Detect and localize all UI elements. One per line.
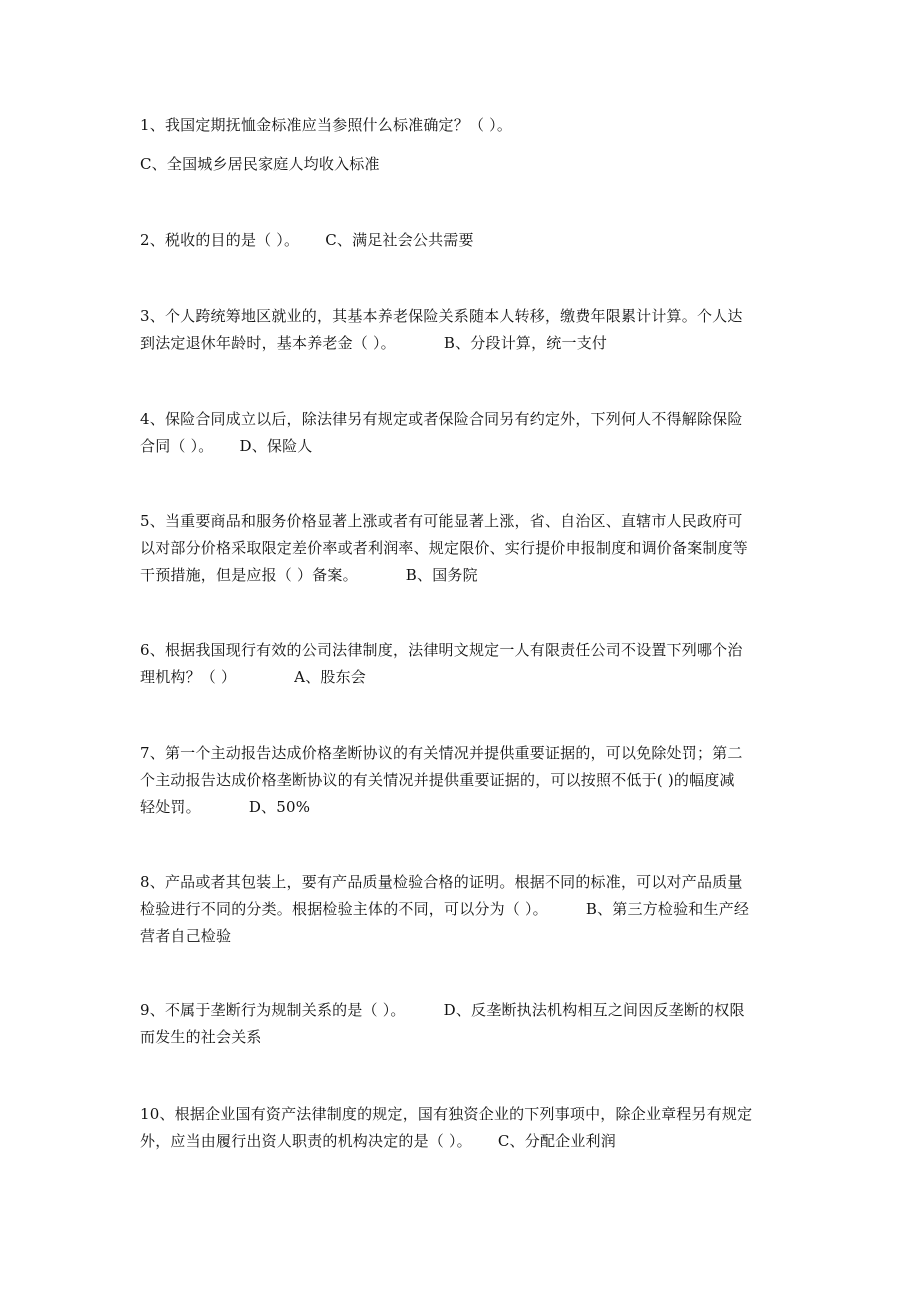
question-line (140, 330, 790, 357)
question-text: 9、不属于垄断行为规制关系的是（ ）。 (140, 1001, 406, 1019)
answer-text: C、满足社会公共需要 (325, 231, 474, 249)
question-text: 5、当重要商品和服务价格显著上涨或者有可能显著上涨，省、自治区、直辖市人民政府可 (140, 512, 743, 530)
question-text: 4、保险合同成立以后，除法律另有规定或者保险合同另有约定外，下列何人不得解除保险 (140, 410, 743, 428)
answer-text: 而发生的社会关系 (140, 1028, 262, 1046)
answer-text: C、全国城乡居民家庭人均收入标准 (140, 155, 380, 173)
question-1 (140, 112, 790, 178)
answer-text: B、第三方检验和生产经 (585, 900, 750, 918)
question-line (140, 794, 790, 821)
question-text: 合同（ ）。 (140, 437, 214, 455)
question-text: 理机构？（ ） (140, 668, 237, 686)
question-text: 2、税收的目的是（ ）。 (140, 231, 300, 249)
question-text: 7、第一个主动报告达成价格垄断协议的有关情况并提供重要证据的，可以免除处罚；第二 (140, 744, 743, 762)
question-5 (140, 508, 790, 589)
question-text: 外，应当由履行出资人职责的机构决定的是（ ）。 (140, 1132, 472, 1150)
question-text: 个主动报告达成价格垄断协议的有关情况并提供重要证据的，可以按照不低于( )的幅度减 (140, 771, 735, 789)
question-line (140, 562, 790, 589)
question-line (140, 664, 790, 691)
answer-text: A、股东会 (294, 668, 367, 686)
question-7 (140, 740, 790, 821)
question-text: 3、个人跨统筹地区就业的，其基本养老保险关系随本人转移，缴费年限累计计算。个人达 (140, 307, 743, 325)
question-text: 检验进行不同的分类。根据检验主体的不同，可以分为（ ）。 (140, 900, 548, 918)
answer-text: B、分段计算，统一支付 (443, 334, 608, 352)
answer-text: D、50% (248, 798, 311, 816)
question-2 (140, 227, 790, 254)
answer-text: C、分配企业利润 (497, 1132, 616, 1150)
question-text: 轻处罚。 (140, 798, 201, 816)
question-10 (140, 1101, 790, 1155)
answer-text: B、国务院 (405, 566, 478, 584)
question-line (140, 896, 790, 923)
question-text: 6、根据我国现行有效的公司法律制度，法律明文规定一人有限责任公司不设置下列哪个治 (140, 641, 743, 659)
answer-text: D、保险人 (239, 437, 313, 455)
question-4 (140, 406, 790, 460)
question-3 (140, 303, 790, 357)
question-9 (140, 997, 790, 1051)
question-text: 到法定退休年龄时，基本养老金（ ）。 (140, 334, 396, 352)
question-text: 干预措施，但是应报（ ）备案。 (140, 566, 358, 584)
question-6 (140, 637, 790, 691)
question-line (140, 227, 790, 254)
question-text: 以对部分价格采取限定差价率或者利润率、规定限价、实行提价申报制度和调价备案制度等 (140, 539, 749, 557)
answer-text: 营者自己检验 (140, 927, 232, 945)
question-text: 8、产品或者其包装上，要有产品质量检验合格的证明。根据不同的标准，可以对产品质量 (140, 873, 743, 891)
question-line (140, 997, 790, 1024)
question-text: 1、我国定期抚恤金标准应当参照什么标准确定？（ ）。 (140, 116, 513, 134)
question-8 (140, 869, 790, 950)
answer-text: D、反垄断执法机构相互之间因反垄断的权限 (443, 1001, 745, 1019)
question-line (140, 433, 790, 460)
question-line (140, 1128, 790, 1155)
question-text: 10、根据企业国有资产法律制度的规定，国有独资企业的下列事项中，除企业章程另有规定 (140, 1105, 753, 1123)
